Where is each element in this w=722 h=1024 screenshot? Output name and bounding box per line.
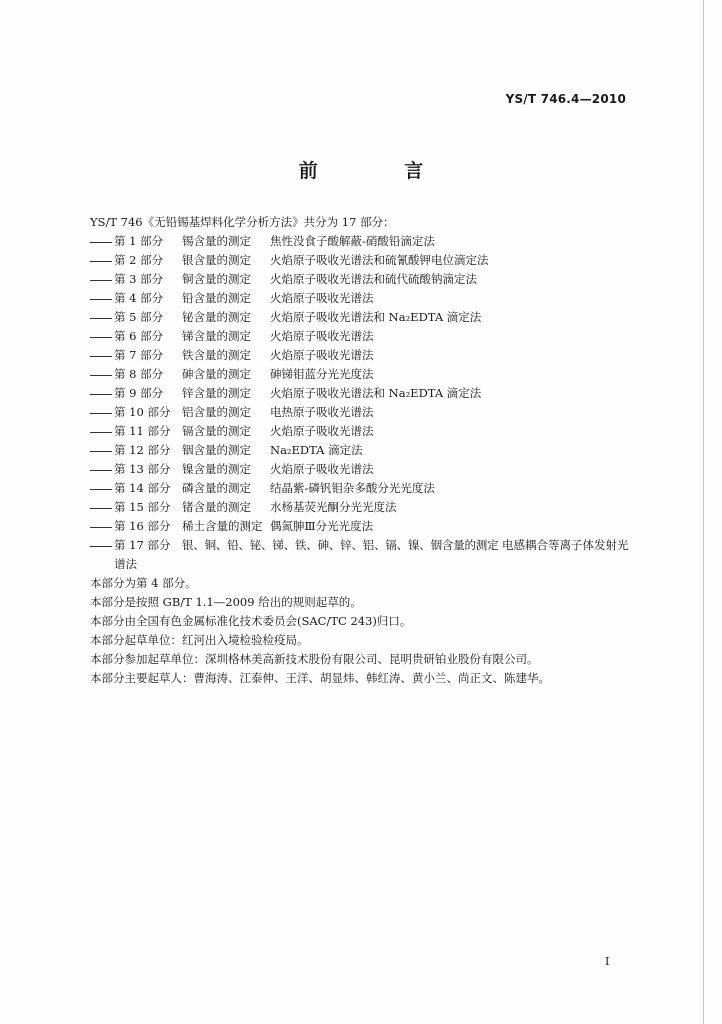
- part-number: 第 17 部分: [114, 538, 171, 552]
- part-number: 第 13 部分: [114, 462, 171, 476]
- part-number: 第 12 部分: [114, 443, 171, 457]
- part-item: [90, 422, 635, 441]
- part-method: 电感耦合等离子体发射光: [502, 538, 629, 552]
- em-dash: [90, 251, 114, 270]
- part-element: 砷含量的测定: [182, 367, 251, 381]
- em-dash: [90, 384, 114, 403]
- part-element: 锌含量的测定: [182, 386, 251, 400]
- part-item: [90, 498, 635, 517]
- part-number: 第 1 部分: [114, 234, 164, 248]
- em-dash: [90, 422, 114, 441]
- foreword-body: [90, 213, 635, 688]
- part-element: 锑含量的测定: [182, 329, 251, 343]
- part-item: [90, 346, 635, 365]
- em-dash: [90, 441, 114, 460]
- em-dash: [90, 498, 114, 517]
- em-dash: [90, 479, 114, 498]
- part-item: [90, 327, 635, 346]
- part-method: 结晶紫-磷钒钼杂多酸分光光度法: [270, 481, 435, 495]
- part-element: 铝含量的测定: [182, 405, 251, 419]
- part-17-item: [90, 536, 635, 574]
- em-dash: [90, 327, 114, 346]
- part-element: 锡含量的测定: [182, 234, 251, 248]
- paragraph-line: 本部分由全国有色金属标准化技术委员会(SAC/TC 243)归口。: [90, 614, 412, 628]
- part-item: [90, 365, 635, 384]
- part-element: 铟含量的测定: [182, 443, 251, 457]
- part-item: [90, 384, 635, 403]
- part-number: 第 7 部分: [114, 348, 164, 362]
- part-item: [90, 270, 635, 289]
- part-element: 铁含量的测定: [182, 348, 251, 362]
- part-element: 锗含量的测定: [182, 500, 251, 514]
- part-number: 第 8 部分: [114, 367, 164, 381]
- part-element: 银、铜、铅、铋、锑、铁、砷、锌、铝、镉、镍、铟含量的测定: [182, 538, 499, 552]
- paragraph-line: 本部分为第 4 部分。: [90, 576, 197, 590]
- part-method: 火焰原子吸收光谱法和硫代硫酸钠滴定法: [270, 272, 477, 286]
- part-method: 偶氮胂Ⅲ分光光度法: [270, 519, 374, 533]
- part-element: 银含量的测定: [182, 253, 251, 267]
- part-item: [90, 441, 635, 460]
- part-method: 砷锑钼蓝分光光度法: [270, 367, 374, 381]
- part-number: 第 5 部分: [114, 310, 164, 324]
- part-method: 火焰原子吸收光谱法: [270, 291, 374, 305]
- part-method: 电热原子吸收光谱法: [270, 405, 374, 419]
- part-item: [90, 308, 635, 327]
- paragraph-line: 本部分主要起草人：曹海涛、江泰伸、王洋、胡显炜、韩红涛、黄小兰、尚正文、陈建华。: [90, 671, 550, 685]
- standard-number: YS/T 746.4—2010: [505, 92, 626, 106]
- part-method: 火焰原子吸收光谱法和硫氰酸钾电位滴定法: [270, 253, 489, 267]
- part-element: 铜含量的测定: [182, 272, 251, 286]
- part-method: 火焰原子吸收光谱法: [270, 462, 374, 476]
- part-method: 火焰原子吸收光谱法: [270, 348, 374, 362]
- part-method: 火焰原子吸收光谱法和 Na₂EDTA 滴定法: [270, 386, 482, 400]
- part-number: 第 2 部分: [114, 253, 164, 267]
- em-dash: [90, 536, 114, 555]
- part-number: 第 15 部分: [114, 500, 171, 514]
- part-element: 铋含量的测定: [182, 310, 251, 324]
- part-item: [90, 251, 635, 270]
- em-dash: [90, 365, 114, 384]
- part-number: 第 6 部分: [114, 329, 164, 343]
- part-method: 火焰原子吸收光谱法: [270, 424, 374, 438]
- parts-list: [90, 232, 635, 536]
- em-dash: [90, 308, 114, 327]
- em-dash: [90, 517, 114, 536]
- part-number: 第 10 部分: [114, 405, 171, 419]
- part-method: Na₂EDTA 滴定法: [270, 443, 363, 457]
- part-item: [90, 479, 635, 498]
- part-item: [90, 232, 635, 251]
- intro-line: YS/T 746《无铅锡基焊料化学分析方法》共分为 17 部分：: [90, 215, 395, 229]
- part-item: [90, 460, 635, 479]
- part-number: 第 11 部分: [114, 424, 171, 438]
- part-method: 水杨基荧光酮分光光度法: [270, 500, 397, 514]
- page-number: Ⅰ: [605, 955, 610, 968]
- em-dash: [90, 232, 114, 251]
- part-number: 第 9 部分: [114, 386, 164, 400]
- page-edge-line: [703, 0, 704, 1024]
- em-dash: [90, 289, 114, 308]
- part-element: 磷含量的测定: [182, 481, 251, 495]
- page-title: 前 言: [298, 160, 464, 182]
- part-method: 火焰原子吸收光谱法: [270, 329, 374, 343]
- paragraph-line: 本部分起草单位：红河出入境检验检疫局。: [90, 633, 309, 647]
- part-item: [90, 289, 635, 308]
- part-element: 镍含量的测定: [182, 462, 251, 476]
- em-dash: [90, 460, 114, 479]
- em-dash: [90, 403, 114, 422]
- part-element: 镉含量的测定: [182, 424, 251, 438]
- part-number: 第 16 部分: [114, 519, 171, 533]
- paragraphs: [90, 574, 635, 688]
- paragraph-line: 本部分参加起草单位：深圳格林美高新技术股份有限公司、昆明贵研铂业股份有限公司。: [90, 652, 539, 666]
- part-method: 焦性没食子酸解蔽-硝酸铅滴定法: [270, 234, 435, 248]
- paragraph-line: 本部分是按照 GB/T 1.1—2009 给出的规则起草的。: [90, 595, 362, 609]
- part-method: 火焰原子吸收光谱法和 Na₂EDTA 滴定法: [270, 310, 482, 324]
- part-element: 铅含量的测定: [182, 291, 251, 305]
- em-dash: [90, 270, 114, 289]
- part-item: [90, 517, 635, 536]
- part-element: 稀土含量的测定: [182, 519, 263, 533]
- part-number: 第 4 部分: [114, 291, 164, 305]
- em-dash: [90, 346, 114, 365]
- part-number: 第 3 部分: [114, 272, 164, 286]
- part-item: [90, 403, 635, 422]
- part-number: 第 14 部分: [114, 481, 171, 495]
- part-method-continuation: 谱法: [114, 557, 137, 571]
